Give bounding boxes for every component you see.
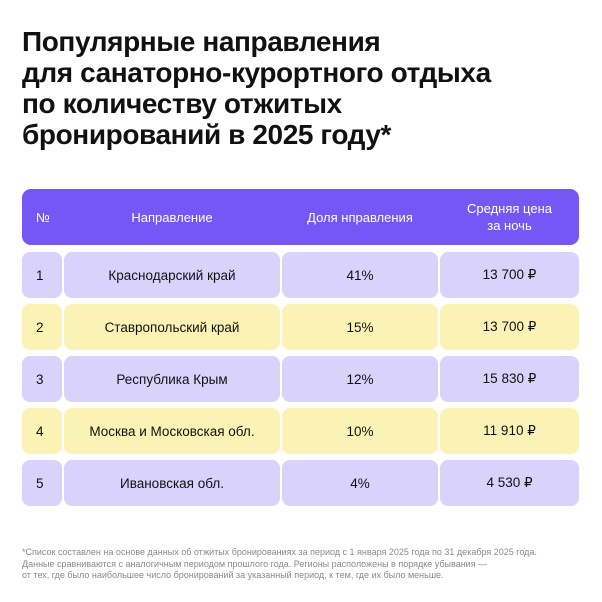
row-direction: Ставропольский край [64,304,280,350]
table-row [22,356,579,402]
row-direction: Москва и Московская обл. [64,408,280,454]
destinations-table [22,189,579,512]
table-row [22,252,579,298]
row-num: 3 [22,356,62,402]
row-price: 13 700 ₽ [440,304,579,350]
row-share: 10% [282,408,438,454]
header-price [440,189,579,245]
row-num: 5 [22,460,62,506]
header-price-line-2: за ночь [487,218,532,233]
footnote-line-2: Данные сравниваются с аналогичным периодом прошлого года. Регионы расположены в порядке убывания — [22,558,488,569]
row-price: 15 830 ₽ [440,356,579,402]
row-share: 41% [282,252,438,298]
title-line-4: бронирований в 2025 году* [22,119,392,150]
title-line-3: по количеству отжитых [22,88,342,119]
title-line-1: Популярные направления [22,26,381,57]
table-row [22,408,579,454]
table-header [22,189,579,245]
row-price: 4 530 ₽ [440,460,579,506]
row-direction: Краснодарский край [64,252,280,298]
title-line-2: для санаторно-курортного отдыха [22,57,491,88]
row-num: 2 [22,304,62,350]
header-direction: Направление [131,209,213,225]
footnote-line-1: *Список составлен на основе данных об отжитых бронированиях за период с 1 января 2025 года по 31 декабря 2025 года. [22,547,537,557]
row-num: 4 [22,408,62,454]
row-share: 15% [282,304,438,350]
page-title [22,26,582,150]
row-price: 13 700 ₽ [440,252,579,298]
row-direction: Ивановская обл. [64,460,280,506]
row-direction: Республика Крым [64,356,280,402]
table-row [22,460,579,506]
row-share: 4% [282,460,438,506]
row-share: 12% [282,356,438,402]
footnote-line-3: от тех, где было наибольшее число бронирований за указанный период, к тем, где их было меньше. [22,570,444,580]
footnote [22,547,587,582]
header-price-line-1: Средняя цена [467,201,552,216]
row-num: 1 [22,252,62,298]
table-row [22,304,579,350]
header-share: Доля нправления [307,209,413,225]
row-price: 11 910 ₽ [440,408,579,454]
header-num: № [36,209,50,225]
